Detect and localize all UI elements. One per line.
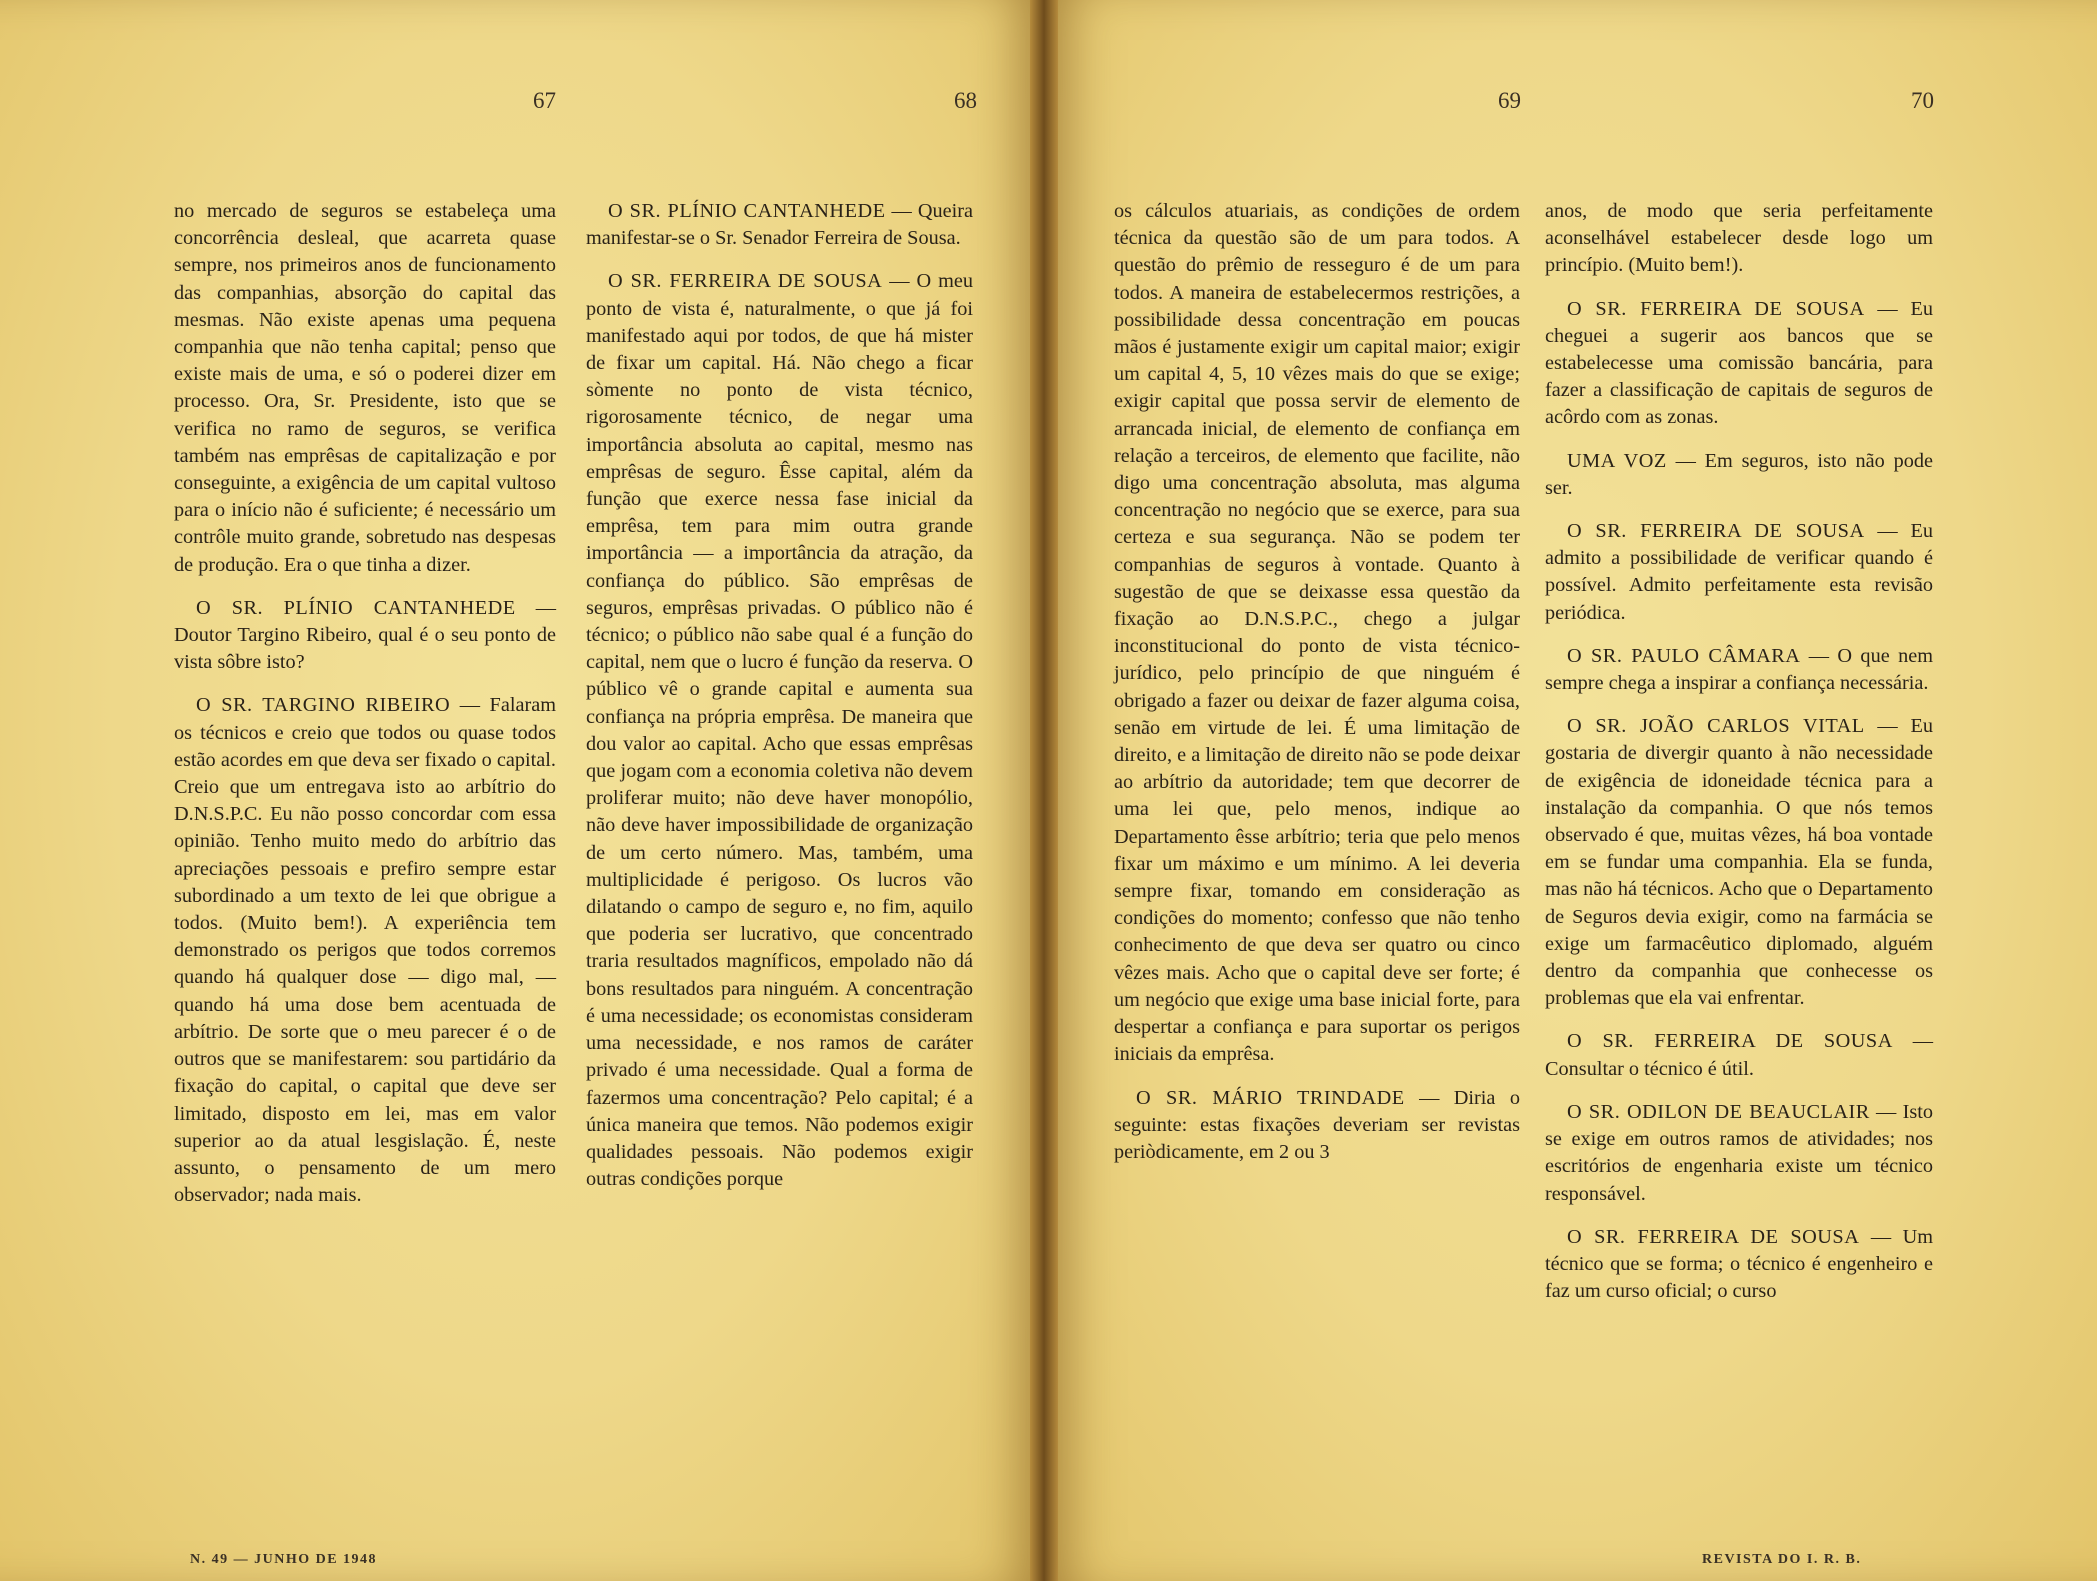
footer-journal: REVISTA DO I. R. B. <box>1702 1552 1862 1567</box>
paragraph: O SR. PAULO CÂMARA — O que nem sempre chega a inspirar a confiança necessária. <box>1545 644 1933 695</box>
speaker-name: O SR. PAULO CÂMARA <box>1567 644 1801 667</box>
speaker-name: O SR. TARGINO RIBEIRO <box>196 694 451 717</box>
paragraph-text: Um técnico que se forma; o técnico é engenheiro e faz um curso oficial; o curso <box>1545 1225 1933 1303</box>
speaker-name: O SR. PLÍNIO CANTANHEDE <box>608 200 886 222</box>
paragraph-text: O meu ponto de vista é, naturalmente, o que já foi manifestado aqui por todos, de que há mister de fixar um capital. Há. Não chego a ficar sòmente no ponto de vista técnico, rigorosamente técnico, de negar uma importância absoluta ao capital, mesmo nas emprêsas de seguro. Êsse capital, além da função que exerce nessa fase inicial da emprêsa, tem para mim outra grande importância — a importância da atração, da confiança do público. São emprêsas de seguros, emprêsas privadas. O público não é técnico; o público não sabe qual é a função do capital, nem que o lucro é função da reserva. O público vê o grande capital e aumenta sua confiança na própria emprêsa. De maneira que dou valor ao capital. Acho que essas emprêsas que jogam com a economia coletiva não devem proliferar muito; não deve haver monopólio, não deve haver impossibilidade de organização de um certo número. Mas, também, uma multiplicidade é perigoso. Os lucros vão dilatando o campo de seguro e, no fim, aquilo que poderia ser lucrativo, que concentrado traria resultados magníficos, empolado não dá bons resultados para ninguém. A concentração é uma necessidade; os economistas consideram uma necessidade, e nos ramos de caráter privado é uma necessidade. Qual a forma de fazermos uma concentração? Pelo capital; é a única maneira que temos. Não podemos exigir qualidades pessoais. Não podemos exigir outras condições porque <box>586 270 974 1191</box>
paragraph <box>174 198 556 579</box>
footer-issue: N. 49 — JUNHO DE 1948 <box>190 1552 378 1567</box>
page-number-70: 70 <box>1911 88 1934 113</box>
paragraph: O SR. FERREIRA DE SOUSA — Eu admito a possibilidade de verificar quando é possível. Admito perfeitamente esta revisão periódica. <box>1545 520 1934 624</box>
paragraph: O SR. TARGINO RIBEIRO — Falaram os técnicos e creio que todos ou quase todos estão acordes em que deva ser fixado o capital. Creio que um entregava isto ao arbítrio do D.N.S.P.C. Eu não posso concordar com essa opinião. Tenho muito medo do arbítrio das apreciações pessoais e prefiro sempre estar subordinado a um texto de lei que obrigue a todos. (Muito bem!). A experiência tem demonstrado os perigos que todos corremos quando há qualquer dose — digo mal, — quando há uma dose bem acentuada de arbítrio. De sorte que o meu parecer é o de outros que se manifestarem: sou partidário da fixação do capital, o capital que deve ser limitado, disposto em lei, mas em valor superior ao da atual lesgislação. É, neste assunto, o pensamento de um mero observador; nada mais. <box>174 694 556 1207</box>
speaker-name: O SR. PLÍNIO CANTANHEDE <box>196 596 516 619</box>
speaker-name: O SR. FERREIRA DE SOUSA <box>1567 297 1865 320</box>
paragraph: O SR. ODILON DE BEAUCLAIR — Isto se exige em outros ramos de atividades; nos escritórios de engenharia existe um técnico responsável. <box>1545 1100 1933 1205</box>
speaker-name: O SR. FERREIRA DE SOUSA <box>1567 1030 1893 1053</box>
page-68-column <box>586 198 973 1209</box>
paragraph-text: Em seguros, isto não pode ser. <box>1545 449 1934 499</box>
paragraph-text: Doutor Targino Ribeiro, qual é o seu ponto de vista sôbre isto? <box>174 624 556 674</box>
page-67-column <box>174 198 556 1225</box>
paragraph-text: Consultar o técnico é útil. <box>1545 1057 1754 1080</box>
paragraph: O SR. JOÃO CARLOS VITAL — Eu gostaria de divergir quanto à não necessidade de exigência de idoneidade técnica para a instalação da companhia. O que nós temos observado é que, muitas vêzes, há boa vontade em se fundar uma companhia. Ela se funda, mas não há técnicos. Acho que o Departamento de Seguros devia exigir, como na farmácia se exige um farmacêutico diplomado, alguém dentro da companhia que conhecesse os problemas que ela vai enfrentar. <box>1545 715 1933 1010</box>
paragraph: O SR. FERREIRA DE SOUSA — O meu ponto de vista é, naturalmente, o que já foi manifestado aqui por todos, de que há mister de fixar um capital. Há. Não chego a ficar sòmente no ponto de vista técnico, rigorosamente técnico, de negar uma importância absoluta ao capital, mesmo nas emprêsas de seguro. Êsse capital, além da função que exerce nessa fase inicial da emprêsa, tem para mim outra grande importância — a importância da atração, da confiança do público. São emprêsas de seguros, emprêsas privadas. O público não é técnico; o público não sabe qual é a função do capital, nem que o lucro é função da reserva. O público vê o grande capital e aumenta sua confiança na própria emprêsa. De maneira que dou valor ao capital. Acho que essas emprêsas que jogam com a economia coletiva não devem proliferar muito; não deve haver monopólio, não deve haver impossibilidade de organização de um certo número. Mas, também, uma multiplicidade é perigoso. Os lucros vão dilatando o campo de seguro e, no fim, aquilo que poderia ser lucrativo, que concentrado traria resultados magníficos, empolado não dá bons resultados para ninguém. A concentração é uma necessidade; os economistas consideram uma necessidade, e nos ramos de caráter privado é uma necessidade. Qual a forma de fazermos uma concentração? Pelo capital; é a única maneira que temos. Não podemos exigir qualidades pessoais. Não podemos exigir outras condições porque <box>586 270 974 1191</box>
paragraph-text: Eu gostaria de divergir quanto à não necessidade de exigência de idoneidade técnica para a instalação da companhia. O que nós temos observado é que, muitas vêzes, há boa vontade em se fundar uma companhia. Ela se funda, mas não há técnicos. Acho que o Departamento de Seguros devia exigir, como na farmácia se exige um farmacêutico diplomado, alguém dentro da companhia que conhecesse os problemas que ela vai enfrentar. <box>1545 715 1933 1010</box>
page-number-69: 69 <box>1498 88 1521 113</box>
paragraph: O SR. FERREIRA DE SOUSA — Eu cheguei a sugerir aos bancos que se estabelecesse uma comissão bancária, para fazer a classificação de capitais de seguros de acôrdo com as zonas. <box>1545 297 1934 429</box>
paragraph: O SR. FERREIRA DE SOUSA — Consultar o técnico é útil. <box>1545 1030 1933 1080</box>
paragraph-text: Diria o seguinte: estas fixações deveriam ser revistas periòdicamente, em 2 ou 3 <box>1114 1086 1520 1163</box>
speaker-name: O SR. FERREIRA DE SOUSA <box>608 270 883 293</box>
paragraph-text: no mercado de seguros se estabeleça uma concorrência desleal, que acarreta quase sempre, nos primeiros anos de funcionamento das companhias, absorção do capital das mesmas. Não existe apenas uma pequena companhia que não tenha capital; penso que existe mais de uma, e só o poderei dizer em processo. Ora, Sr. Presidente, isto que se verifica no ramo de seguros, se verifica também nas emprêsas de capitalização e por conseguinte, a exigência de um capital vultoso para o início não é suficiente; é necessário um contrôle muito grande, sobretudo nas despesas de produção. Era o que tinha a dizer. <box>174 200 556 576</box>
paragraph-text: anos, de modo que seria perfeitamente aconselhável estabelecer desde logo um princípio. (Muito bem!). <box>1545 200 1933 277</box>
page-69-column <box>1114 198 1520 1182</box>
paragraph-text: Isto se exige em outros ramos de atividades; nos escritórios de engenharia existe um técnico responsável. <box>1545 1100 1933 1205</box>
speaker-name: UMA VOZ <box>1567 449 1667 472</box>
paragraph-text: Eu admito a possibilidade de verificar quando é possível. Admito perfeitamente esta revisão periódica. <box>1545 520 1934 624</box>
page-number-68: 68 <box>954 88 977 113</box>
speaker-name: O SR. JOÃO CARLOS VITAL <box>1567 715 1865 738</box>
paragraph: O SR. PLÍNIO CANTANHEDE — Queira manifestar-se o Sr. Senador Ferreira de Sousa. <box>586 200 974 250</box>
page-70-column <box>1545 198 1933 1321</box>
paragraph: O SR. MÁRIO TRINDADE — Diria o seguinte: estas fixações deveriam ser revistas periòdicamente, em 2 ou 3 <box>1114 1086 1520 1163</box>
page-number-67: 67 <box>533 88 556 113</box>
paragraph <box>1545 198 1933 280</box>
speaker-name: O SR. MÁRIO TRINDADE <box>1136 1086 1405 1109</box>
paragraph: O SR. PLÍNIO CANTANHEDE — Doutor Targino Ribeiro, qual é o seu ponto de vista sôbre isto? <box>174 596 556 674</box>
speaker-name: O SR. ODILON DE BEAUCLAIR <box>1567 1100 1870 1123</box>
speaker-name: O SR. FERREIRA DE SOUSA <box>1567 1225 1860 1248</box>
paragraph-text: Eu cheguei a sugerir aos bancos que se estabelecesse uma comissão bancária, para fazer a classificação de capitais de seguros de acôrdo com as zonas. <box>1545 297 1934 429</box>
paragraph-text: Falaram os técnicos e creio que todos ou quase todos estão acordes em que deva ser fixado o capital. Creio que um entregava isto ao arbítrio do D.N.S.P.C. Eu não posso concordar com essa opinião. Tenho muito medo do arbítrio das apreciações pessoais e prefiro sempre estar subordinado a um texto de lei que obrigue a todos. (Muito bem!). A experiência tem demonstrado os perigos que todos corremos quando há qualquer dose — digo mal, — quando há uma dose bem acentuada de arbítrio. De sorte que o meu parecer é o de outros que se manifestarem: sou partidário da fixação do capital, o capital que deve ser limitado, disposto em lei, mas em valor superior ao da atual lesgislação. É, neste assunto, o pensamento de um mero observador; nada mais. <box>174 694 556 1207</box>
paragraph: O SR. FERREIRA DE SOUSA — Um técnico que se forma; o técnico é engenheiro e faz um curso oficial; o curso <box>1545 1225 1933 1303</box>
paragraph-text: Queira manifestar-se o Sr. Senador Ferreira de Sousa. <box>586 200 974 250</box>
paragraph-text: os cálculos atuariais, as condições de ordem técnica da questão são de um para todos. A questão do prêmio de resseguro é de um para todos. A maneira de estabelecermos restrições, a possibilidade dessa concentração em poucas mãos é justamente exigir um capital maior; exigir um capital 4, 5, 10 vêzes mais do que se exige; exigir capital que possa servir de elemento de arrancada inicial, de elemento de confiança em relação a terceiros, de elemento que facilite, não digo uma concentração absoluta, mas alguma concentração no negócio que se exerce, para sua certeza e sua segurança. Não se podem ter companhias de seguros à vontade. Quanto à sugestão de que se deixasse essa questão da fixação ao D.N.S.P.C., chego a julgar inconstitucional do ponto de vista técnico-jurídico, pelo princípio de que ninguém é obrigado a fazer ou deixar de fazer alguma coisa, senão em virtude de lei. É uma limitação de direito, e a limitação de direito não se pode deixar ao arbítrio da autoridade; tem que decorrer de uma lei que, pelo menos, indique ao Departamento êsse arbítrio; teria que pelo menos fixar um máximo e um mínimo. A lei deveria sempre fixar, tomando em consideração as condições do momento; confesso que não tenho conhecimento de que deva ser quatro ou cinco vêzes mais. Acho que o capital deve ser forte; é um negócio que exige uma base inicial forte, para despertar a confiança e para suportar os perigos iniciais da emprêsa. <box>1114 200 1520 1066</box>
paragraph-text: O que nem sempre chega a inspirar a confiança necessária. <box>1545 644 1933 695</box>
paragraph: UMA VOZ — Em seguros, isto não pode ser. <box>1545 449 1934 499</box>
speaker-name: O SR. FERREIRA DE SOUSA <box>1567 520 1865 543</box>
paragraph <box>1114 198 1520 1069</box>
book-gutter <box>1030 0 1058 1581</box>
